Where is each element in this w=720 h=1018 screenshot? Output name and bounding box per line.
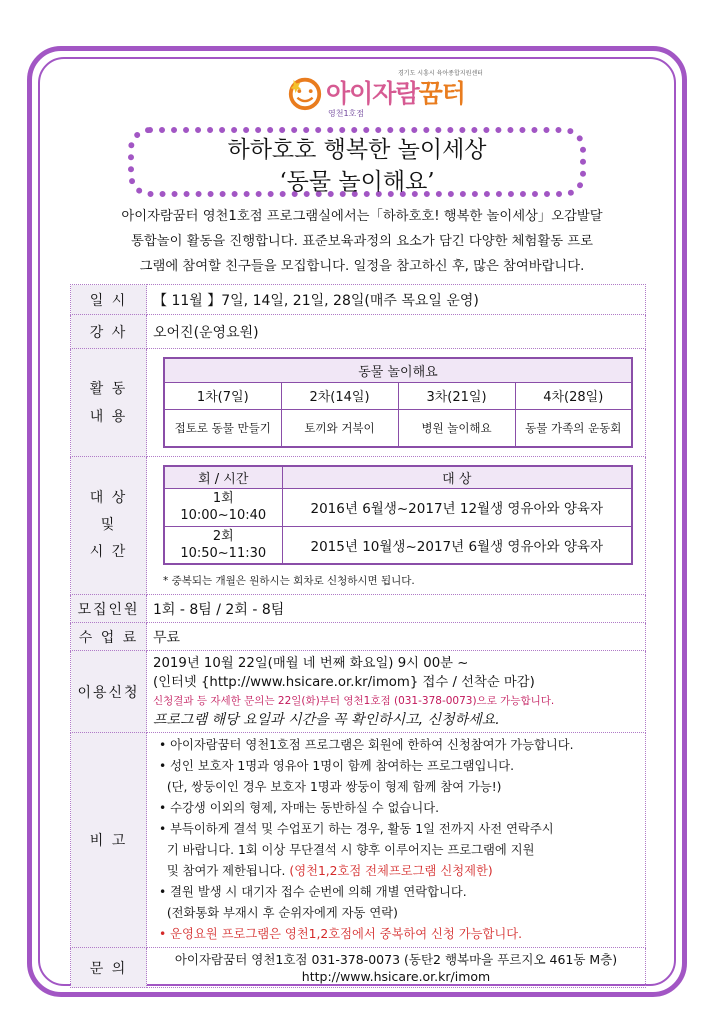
remark-item: [159, 861, 641, 882]
target-row: [71, 457, 646, 595]
activity-label: [71, 349, 147, 457]
smiley-logo-icon: [286, 74, 324, 112]
logo-name-part2: 꿈터: [418, 79, 465, 108]
target-cell: [147, 457, 646, 595]
date-label: 일 시: [71, 285, 147, 315]
remarks-row: [71, 733, 646, 948]
logo: [286, 66, 483, 126]
activity-table: [163, 357, 633, 448]
target-table: [163, 465, 633, 565]
activity-content: 병원 놀이해요: [398, 409, 515, 447]
contact-row: [71, 948, 646, 988]
target-round-cell: [164, 526, 282, 564]
remark-text: 및 참여가 제한됩니다.: [159, 864, 286, 878]
title-line1: 하하호호 행복한 놀이세상: [227, 137, 487, 163]
fee-row: [71, 623, 646, 651]
target-desc: 2015년 10월생~2017년 6월생 영유아와 양육자: [282, 526, 632, 564]
capacity-label: 모집인원: [71, 595, 147, 623]
remarks-list: [159, 735, 641, 945]
apply-line1: 2019년 10월 22일(매월 네 번째 화요일) 9시 00분 ~: [153, 655, 469, 671]
target-col-round: 회 / 시간: [164, 466, 282, 488]
target-col-target: 대 상: [282, 466, 632, 488]
remarks-label: 비 고: [71, 733, 147, 948]
capacity-value: 1회 - 8팀 / 2회 - 8팀: [147, 595, 646, 623]
activity-row: [71, 349, 646, 457]
remark-item-red: • 운영요원 프로그램은 영천1,2호점에서 중복하여 신청 가능합니다.: [159, 927, 523, 941]
intro-line: 아이자람꿈터 영천1호점 프로그램실에서는「하하호호! 행복한 놀이세상」오감발달: [121, 209, 603, 224]
instructor-row: [71, 315, 646, 349]
remark-limit-red: (영천1,2호점 전체프로그램 신청제한): [289, 864, 493, 878]
activity-content: 토끼와 거북이: [281, 409, 398, 447]
target-note: * 중복되는 개월은 원하시는 회차로 신청하시면 됩니다.: [163, 575, 415, 587]
activity-header: 동물 놀이해요: [164, 358, 632, 382]
remark-item: • 수강생 이외의 형제, 자매는 동반하실 수 없습니다.: [159, 801, 440, 815]
logo-name: [326, 74, 465, 110]
target-label-line1: 대 상: [89, 490, 128, 506]
instructor-label: 강 사: [71, 315, 147, 349]
fee-label: 수 업 료: [71, 623, 147, 651]
target-round: 2회: [212, 528, 234, 544]
remark-item: (전화통화 부재시 후 순위자에게 자동 연락): [159, 906, 398, 920]
date-row: [71, 285, 646, 315]
activity-content: 동물 가족의 운동회: [515, 409, 632, 447]
activity-label-line2: 내 용: [89, 408, 128, 425]
logo-name-part1: 아이자람: [326, 79, 419, 108]
remark-item: • 아이자람꿈터 영천1호점 프로그램은 회원에 한하여 신청참여가 가능합니다.: [159, 738, 574, 752]
remark-item: (단, 쌍둥이인 경우 보호자 1명과 쌍둥이 형제 함께 참여 가능!): [159, 780, 502, 794]
target-desc: 2016년 6월생~2017년 12월생 영유아와 양육자: [282, 488, 632, 526]
intro-paragraph: [82, 204, 642, 279]
logo-branch: 영천1호점: [328, 109, 365, 118]
apply-cell: [147, 651, 646, 733]
apply-contact-note: 신청결과 등 자세한 문의는 22일(화)부터 영천1호점 (031-378-0073)으로 가능합니다.: [153, 694, 555, 707]
capacity-row: [71, 595, 646, 623]
logo-org: 경기도 시흥시 육아종합지원센터: [398, 70, 483, 77]
remark-item: • 결원 발생 시 대기자 접수 순번에 의해 개별 연락합니다.: [159, 885, 467, 899]
instructor-value: 오어진(운영요원): [147, 315, 646, 349]
contact-cell: [147, 948, 646, 988]
target-time: 10:50~11:30: [180, 545, 267, 561]
target-round: 1회: [212, 491, 234, 506]
apply-label: 이용신청: [71, 651, 147, 733]
contact-label: 문 의: [71, 948, 147, 988]
intro-line: 통합놀이 활동을 진행합니다. 표준보육과정의 요소가 담긴 다양한 체험활동 프로: [131, 234, 593, 249]
target-label-line2: 및: [100, 517, 117, 533]
activity-round: 1차(7일): [164, 382, 281, 409]
fee-value: 무료: [147, 623, 646, 651]
date-value: 【 11월 】7일, 14일, 21일, 28일(매주 목요일 운영): [147, 285, 646, 315]
activity-label-line1: 활 동: [89, 380, 128, 397]
activity-cell: [147, 349, 646, 457]
intro-line: 그램에 참여할 친구들을 모집합니다. 일정을 참고하신 후, 많은 참여바랍니다.: [139, 259, 585, 274]
apply-row: [71, 651, 646, 733]
target-label: [71, 457, 147, 595]
info-table: [70, 284, 646, 988]
remark-item: 기 바랍니다. 1회 이상 무단결석 시 향후 이루어지는 프로그램에 지원: [159, 843, 535, 857]
title-line2: ‘동물 놀이해요’: [279, 169, 435, 195]
activity-round: 2차(14일): [281, 382, 398, 409]
apply-warning: 프로그램 해당 요일과 시간을 꼭 확인하시고, 신청하세요.: [153, 711, 500, 728]
contact-url[interactable]: http://www.hsicare.or.kr/imom: [301, 968, 491, 984]
activity-round: 4차(28일): [515, 382, 632, 409]
remark-item: • 성인 보호자 1명과 영유아 1명이 함께 참여하는 프로그램입니다.: [159, 759, 515, 773]
activity-round: 3차(21일): [398, 382, 515, 409]
contact-line1: 아이자람꿈터 영천1호점 031-378-0073 (동탄2 행복마을 푸르지오 461동 M층): [174, 951, 618, 967]
target-label-line3: 시 간: [89, 544, 128, 560]
activity-content: 접토로 동물 만들기: [164, 409, 281, 447]
apply-line2: (인터넷 {http://www.hsicare.or.kr/imom} 접수 / 선착순 마감): [153, 674, 535, 690]
remarks-cell: [147, 733, 646, 948]
remark-item: • 부득이하게 결석 및 수업포기 하는 경우, 활동 1일 전까지 사전 연락주시: [159, 822, 554, 836]
target-time: 10:00~10:40: [180, 508, 267, 523]
target-round-cell: [164, 488, 282, 526]
